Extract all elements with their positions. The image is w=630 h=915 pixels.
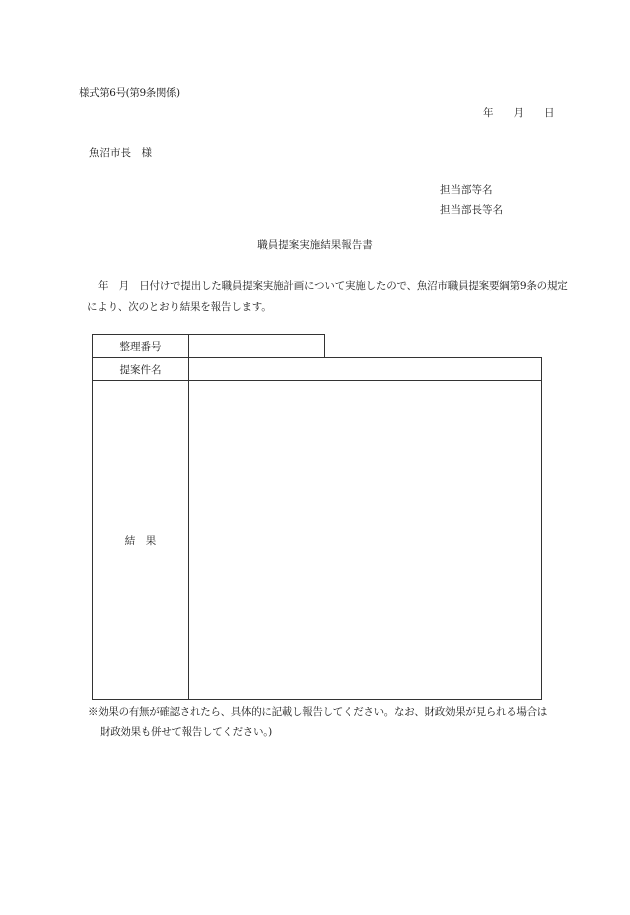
body-text: 年 月 日付けで提出した職員提案実施計画について実施したので、魚沼市職員提案要綱第9条の規定により、次のとおり結果を報告します。 — [87, 280, 568, 313]
document-title: 職員提案実施結果報告書 — [257, 239, 373, 251]
proposal-title-label: 提案件名 — [92, 357, 189, 381]
form-number: 様式第6号(第9条関係) — [79, 87, 180, 99]
date-year: 年 — [483, 107, 494, 119]
addressee: 魚沼市長 様 — [89, 147, 152, 159]
date-month: 月 — [513, 107, 524, 119]
department-name: 担当部等名 — [440, 184, 493, 196]
footnote-line-2: 財政効果も併せて報告してください。) — [100, 726, 272, 738]
footnote — [88, 702, 588, 742]
results-label: 結 果 — [92, 380, 189, 700]
results-field[interactable] — [188, 380, 542, 700]
footnote-line-1: ※効果の有無が確認されたら、具体的に記載し報告してください。なお、財政効果が見られる場合は — [88, 706, 547, 718]
reference-number-label: 整理番号 — [92, 334, 189, 358]
date-line — [483, 105, 555, 120]
reference-number-field[interactable] — [188, 334, 325, 358]
department-head-name: 担当部長等名 — [440, 204, 503, 216]
date-day: 日 — [544, 107, 555, 119]
proposal-title-field[interactable] — [188, 357, 542, 381]
